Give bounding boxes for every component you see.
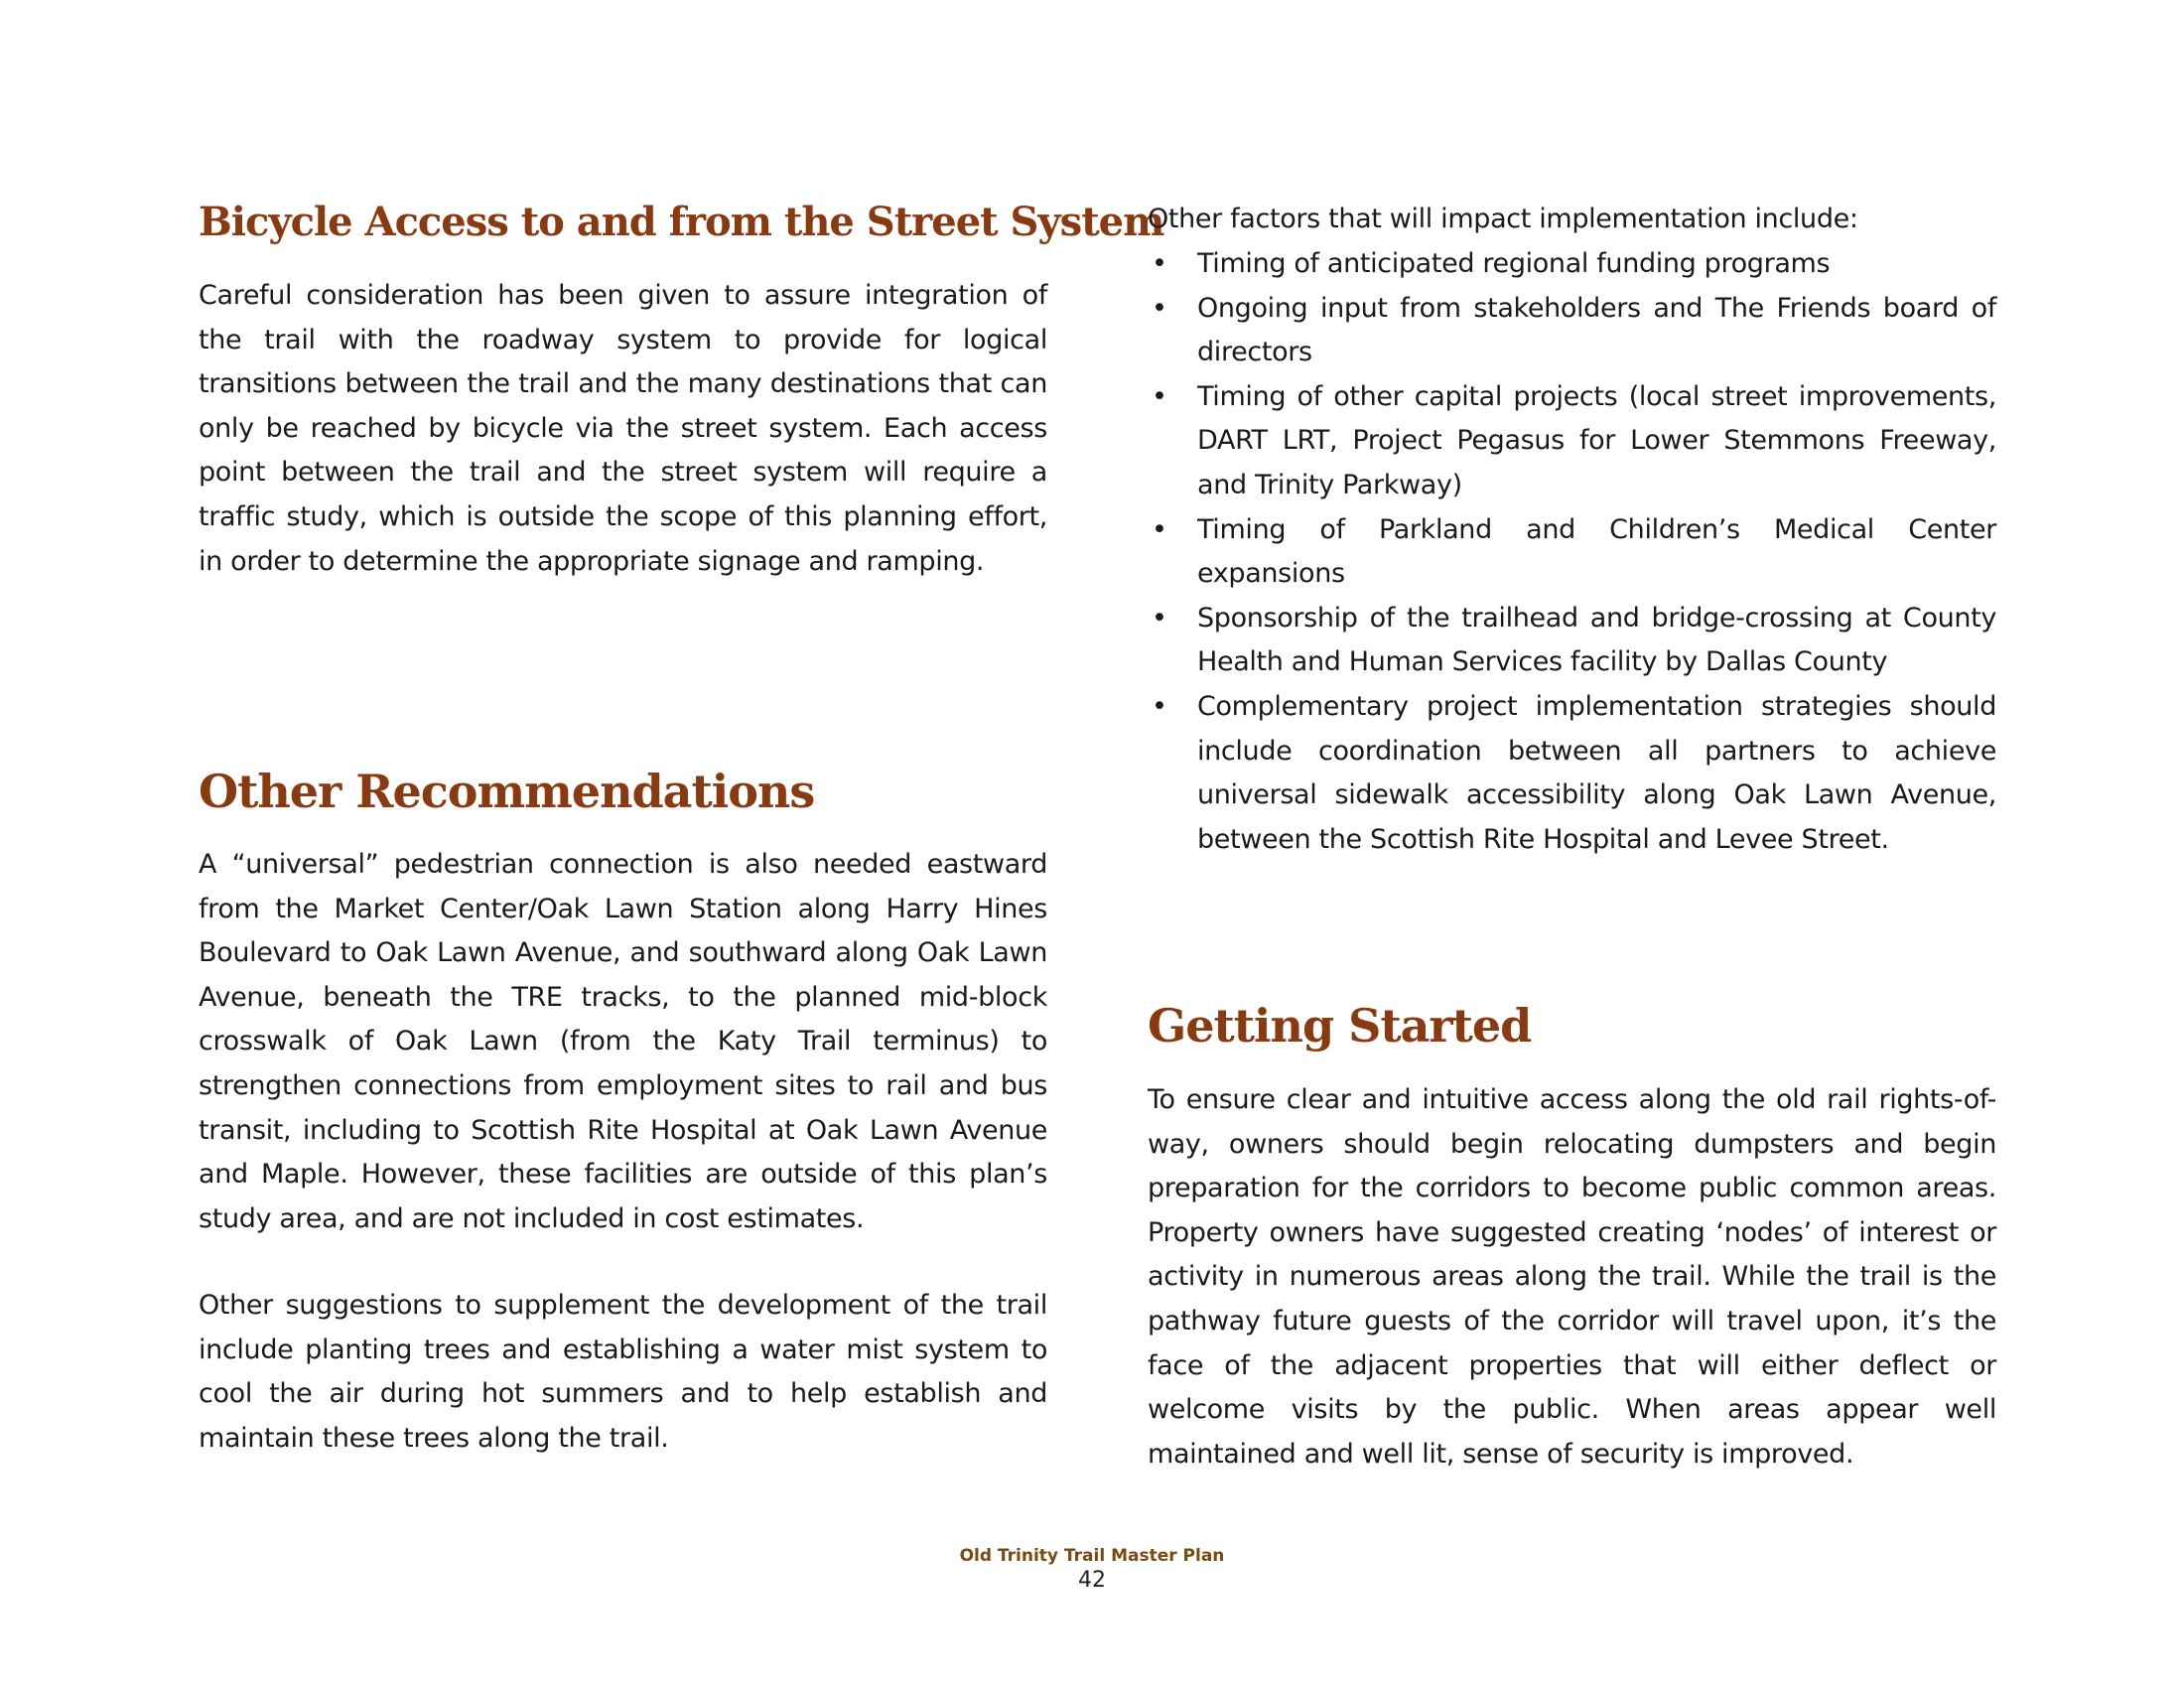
list-item: [1148, 287, 1996, 375]
getting-started-paragraph: To ensure clear and intuitive access along the old rail rights-of-way, owners should begin relocating dumpsters and begin preparation for the corridors to become public common areas. Property owners have suggested creating ‘nodes’ of interest or activity in numerous areas along the trail. While the trail is the pathway future guests of the corridor will travel upon, it’s the face of the adjacent properties that will either deflect or welcome visits by the public. When areas appear well maintained and well lit, sense of security is improved.: [1148, 1084, 1996, 1470]
list-item: [1148, 375, 1996, 508]
list-item-text: Timing of anticipated regional funding programs: [1197, 248, 1831, 279]
other-recommendations-heading: Other Recommendations: [199, 765, 815, 818]
factors-list: [1148, 242, 1996, 862]
page-footer: [0, 1545, 2184, 1595]
list-item: [1148, 242, 1996, 287]
bicycle-access-heading: Bicycle Access to and from the Street System: [199, 199, 1164, 245]
other-suggestions-paragraph: Other suggestions to supplement the development of the trail include planting trees and establishing a water mist system to cool the air during hot summers and to help establish and maintain these trees along the trail.: [199, 1290, 1047, 1454]
list-item-text: Timing of Parkland and Children’s Medical Center expansions: [1197, 513, 1996, 590]
bullet-icon: •: [1152, 602, 1167, 633]
list-item: [1148, 685, 1996, 862]
bicycle-access-paragraph: Careful consideration has been given to assure integration of the trail with the roadway system to provide for logical transitions between the trail and the many destinations that can only be reached by bicycle via the street system. Each access point between the trail and the street system will require a traffic study, which is outside the scope of this planning effort, in order to determine the appropriate signage and ramping.: [199, 280, 1047, 577]
page-number: 42: [1078, 1568, 1106, 1593]
list-item-text: Complementary project implementation strategies should include coordination between all partners to achieve universal sidewalk accessibility along Oak Lawn Avenue, between the Scottish Rite Hospital and Levee Street.: [1197, 690, 1996, 855]
getting-started-heading: Getting Started: [1148, 999, 1532, 1053]
list-item-text: Sponsorship of the trailhead and bridge-crossing at County Health and Human Services facility by Dallas County: [1197, 602, 1996, 678]
list-item: [1148, 508, 1996, 597]
bullet-icon: •: [1152, 380, 1167, 412]
list-item-text: Timing of other capital projects (local street improvements, DART LRT, Project Pegasus for Lower Stemmons Freeway, and Trinity Parkway): [1197, 380, 1996, 500]
factors-intro: Other factors that will impact implementation include:: [1148, 204, 1858, 234]
bullet-icon: •: [1152, 292, 1167, 324]
document-title: Old Trinity Trail Master Plan: [959, 1546, 1225, 1566]
bullet-icon: •: [1152, 513, 1167, 545]
bullet-icon: •: [1152, 690, 1167, 722]
universal-connection-paragraph: A “universal” pedestrian connection is also needed eastward from the Market Center/Oak Lawn Station along Harry Hines Boulevard to Oak Lawn Avenue, and southward along Oak Lawn Avenue, beneath the TRE tracks, to the planned mid-block crosswalk of Oak Lawn (from the Katy Trail terminus) to strengthen connections from employment sites to rail and bus transit, including to Scottish Rite Hospital at Oak Lawn Avenue and Maple. However, these facilities are outside of this plan’s study area, and are not included in cost estimates.: [199, 849, 1047, 1234]
list-item-text: Ongoing input from stakeholders and The Friends board of directors: [1197, 292, 1996, 368]
bullet-icon: •: [1152, 248, 1167, 279]
list-item: [1148, 597, 1996, 685]
